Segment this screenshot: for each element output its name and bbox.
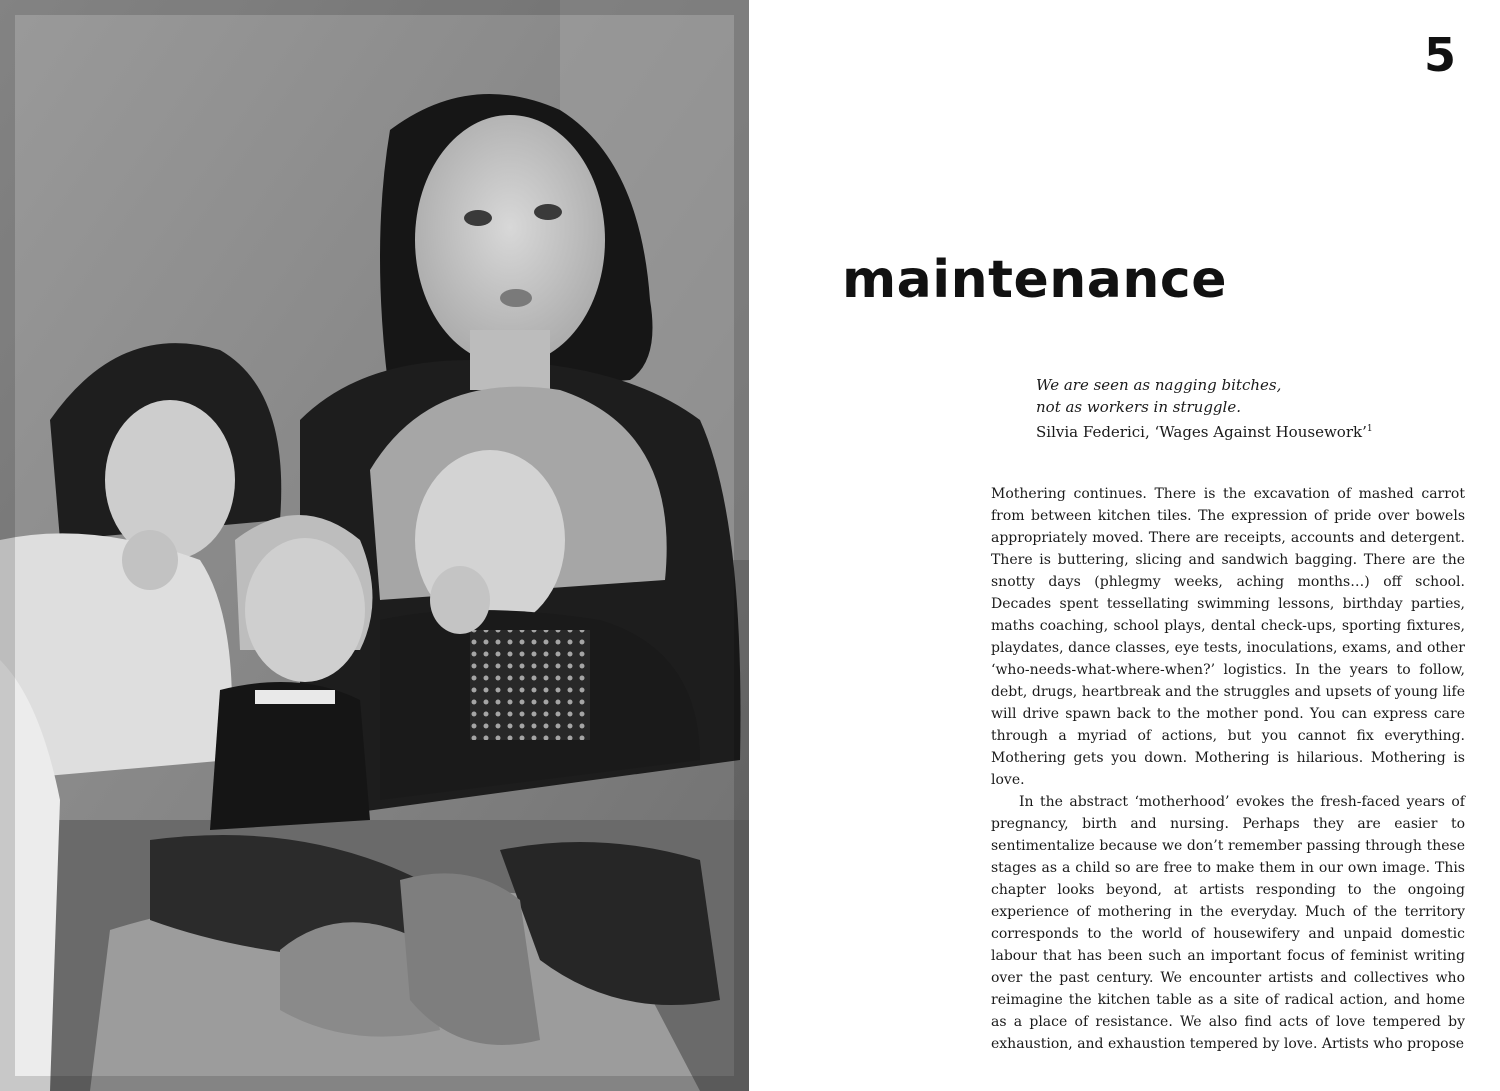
epigraph (1036, 374, 1436, 443)
body-paragraph-1: Mothering continues. There is the excavation of mashed carrot from between kitchen tiles. The expression of pride over bowels appropriately moved. There are receipts, accounts and detergent. There is buttering, slicing and sandwich bagging. There are the snotty days (phlegmy weeks, aching months…) off school. Decades spent tessellating swimming lessons, birthday parties, maths coaching, school plays, dental check-ups, sporting fixtures, playdates, dance classes, eye tests, inoculations, exams, and other ‘who-needs-what-where-when?’ logistics. In the years to follow, debt, drugs, heartbreak and the struggles and upsets of young life will drive spawn back to the mother pond. You can express care through a myriad of actions, but you cannot fix everything. Mothering gets you down. Mothering is hilarious. Mothering is love. (991, 486, 1465, 788)
epigraph-source-text: Silvia Federici, ‘Wages Against Housework’ (1036, 423, 1367, 441)
photograph-mother-and-children (0, 0, 749, 1091)
chapter-number: 5 (1424, 28, 1457, 82)
epigraph-source (1036, 418, 1436, 443)
footnote-marker: 1 (1366, 424, 1373, 434)
chapter-title: maintenance (842, 250, 1227, 310)
body-text (991, 483, 1465, 1055)
text-page (749, 0, 1500, 1091)
photo-illustration (0, 0, 749, 1091)
body-paragraph-2: In the abstract ‘motherhood’ evokes the fresh-faced years of pregnancy, birth and nursing. Perhaps they are easier to sentimentalize because we don’t remember passing through these stages as a child so are free to make them in our own image. This chapter looks beyond, at artists responding to the ongoing experience of mothering in the everyday. Much of the territory corresponds to the world of housewifery and unpaid domestic labour that has been such an important focus of feminist writing over the past century. We encounter artists and collectives who reimagine the kitchen table as a site of radical action, and home as a place of resistance. We also find acts of love tempered by exhaustion, and exhaustion tempered by love. Artists who propose (991, 794, 1465, 1052)
epigraph-line-1: We are seen as nagging bitches, (1036, 376, 1282, 394)
epigraph-line-2: not as workers in struggle. (1036, 398, 1241, 416)
